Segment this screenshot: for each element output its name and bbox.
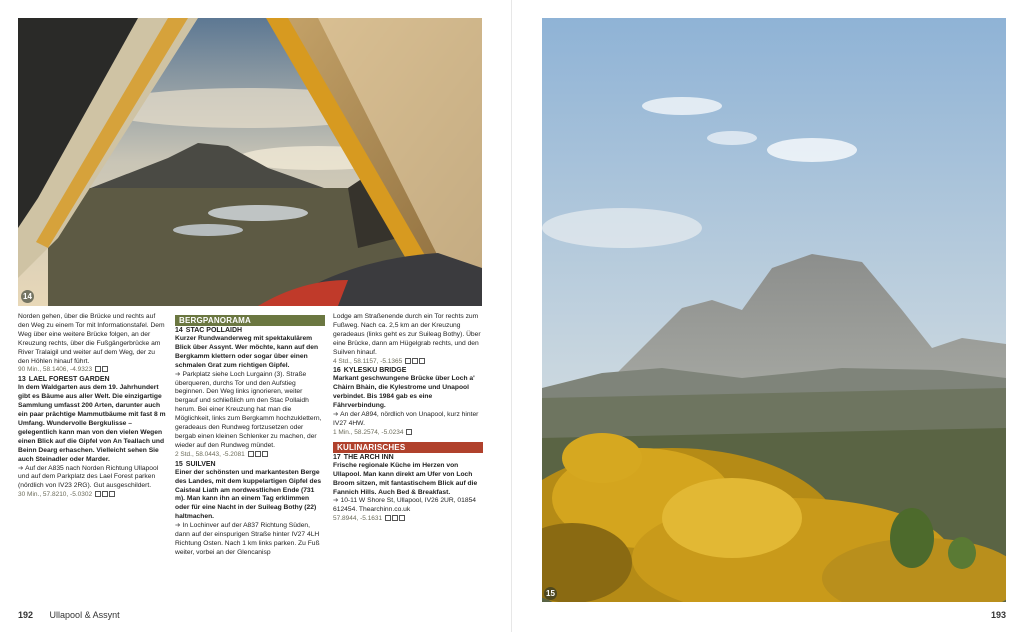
walk-icon bbox=[95, 491, 101, 497]
text-column-2 bbox=[175, 315, 325, 558]
photo-number-badge: 15 bbox=[544, 587, 557, 600]
route-icon bbox=[102, 366, 108, 372]
entry-heading: 14 STAC POLLAIDH bbox=[175, 327, 243, 334]
tree-icon bbox=[102, 491, 108, 497]
walk-icon bbox=[95, 366, 101, 372]
continued-paragraph: Norden gehen, über die Brücke und rechts auf den Weg zu einem Tor mit Informationstafel. Dem Weg über eine weitere Brücke folgen, an der Kreuzung rechts, über die Fußgängerbrücke am River Tralaigil und weiter auf dem Weg, der zu den Höhlen hinauf führt. bbox=[18, 313, 165, 365]
entry-meta: 2 Std., 58.0443, -5.2081 bbox=[175, 451, 325, 460]
entry-meta: 90 Min., 58.1406, -4.9323 bbox=[18, 366, 166, 375]
page-number: 192 bbox=[18, 610, 34, 620]
arrow-icon: ➔ bbox=[175, 370, 181, 378]
page-footer bbox=[18, 610, 120, 620]
right-page bbox=[512, 0, 1024, 632]
entry-directions: ➔ Auf der A835 nach Norden Richtung Ullapool und auf dem Parkplatz des Lael Forest parken (nördlich von IV23 2RG). Gut ausgeschildert. bbox=[18, 464, 159, 490]
arrow-icon: ➔ bbox=[333, 497, 339, 505]
entry-heading: 16 KYLESKU BRIDGE bbox=[333, 367, 407, 375]
chapter-title: Ullapool & Assynt bbox=[49, 610, 120, 620]
entry-directions: ➔ An der A894, nördlich von Unapool, kurz hinter IV27 4HW. bbox=[333, 411, 479, 427]
entry-description: Markant geschwungene Brücke über Loch a' Chàirn Bhàin, die Kylestrome und Unapool verbindet. Bis 1984 gab es eine Fährverbindung. bbox=[333, 375, 475, 410]
entry-description: In dem Waldgarten aus dem 19. Jahrhundert gibt es Bäume aus aller Welt. Die einzigartige Sammlung umfasst 200 Arten, darunter auch ein paar prächtige Mammutbäume mit fast 8 m Umfang. Wundervolle Bergkulisse – gelegentlich kann man von den vielen Wegen einen Blick auf die Gipfel von An Teallach und Beinn Dearg erhaschen. Vielleicht sehen Sie auch Steinadler oder Marder. bbox=[18, 384, 166, 463]
entry-description: Einer der schönsten und markantesten Berge des Landes, mit dem kuppelartigen Gipfel des Caisteal Liath am nordwestlichen Ende (731 m). Man kann ihn an einem Tag erklimmen oder für eine Nacht in der Suileag Bothy (22) haltmachen. bbox=[175, 468, 322, 521]
drink-icon bbox=[399, 515, 405, 521]
arrow-icon: ➔ bbox=[18, 464, 24, 472]
section-header-kulinarisches: KULINARISCHES bbox=[333, 442, 483, 453]
entry-heading: 13 LAEL FOREST GARDEN bbox=[18, 376, 110, 384]
arrow-icon: ➔ bbox=[175, 522, 181, 530]
continued-paragraph: Lodge am Straßenende durch ein Tor rechts zum Fußweg. Nach ca. 2,5 km an der Kreuzung geradeaus (links geht es zur Suileag Bothy). Über eine Brücke, dann am Hügelgrab rechts, und den Suilven hinauf. bbox=[333, 313, 481, 356]
entry-directions: ➔ In Lochinver auf der A837 Richtung Süden, dann auf der einspurigen Straße hinter IV27 4LH Richtung Osten. Nach 1 km links parken. Zu Fuß weiter, vorbei an der Glencanisp bbox=[175, 522, 320, 556]
camera-icon bbox=[262, 451, 268, 457]
walk-icon bbox=[248, 451, 254, 457]
section-header-bergpanorama: BERGPANORAMA bbox=[175, 315, 325, 326]
bed-icon bbox=[385, 515, 391, 521]
hut-icon bbox=[419, 358, 425, 364]
page-number: 193 bbox=[990, 610, 1006, 620]
entry-meta: 30 Min., 57.8210, -5.0302 bbox=[18, 491, 166, 500]
tent-view-photo bbox=[18, 18, 482, 306]
entry-directions: ➔ 10-11 W Shore St, Ullapool, IV26 2UR, 01854 612454. Thearchinn.co.uk bbox=[333, 497, 477, 514]
text-column-3 bbox=[333, 313, 483, 524]
entry-meta: 1 Min., 58.2574, -5.0234 bbox=[333, 429, 483, 438]
mountain-icon bbox=[412, 358, 418, 364]
photo-number-badge: 14 bbox=[21, 290, 34, 303]
entry-meta: 4 Std., 58.1157, -5.1365 bbox=[333, 358, 483, 367]
camera-icon bbox=[406, 429, 412, 435]
entry-meta: 57.8944, -5.1631 bbox=[333, 515, 483, 524]
parking-icon bbox=[109, 491, 115, 497]
entry-description: Frische regionale Küche im Herzen von Ullapool. Man kann direkt am Ufer von Loch Broom sitzen, mit fantastischem Blick auf die Fannich Hills. Auch Bed & Breakfast. bbox=[333, 461, 478, 496]
entry-description: Kurzer Rundwanderweg mit spektakulärem Blick über Assynt. Wer möchte, kann auf den Bergkamm klettern oder sogar über einen schmalen Grat zum richtigen Gipfel. bbox=[175, 335, 319, 369]
text-column-1 bbox=[18, 313, 166, 500]
walk-icon bbox=[405, 358, 411, 364]
entry-heading: 17 THE ARCH INN bbox=[333, 453, 394, 461]
mountain-icon bbox=[255, 451, 261, 457]
suilven-mountain-photo bbox=[542, 18, 1006, 602]
food-icon bbox=[392, 515, 398, 521]
arrow-icon: ➔ bbox=[333, 411, 339, 419]
entry-directions: ➔ Parkplatz siehe Loch Lurgainn (3). Straße überqueren, durchs Tor und den Aufstieg beginnen. Den Weg links ignorieren, weiter bergauf und schließlich um den Stac Pollaidh herum. Bei einer Kreuzung hat man die Möglichkeit, links zum Bergkamm hochzuklettern, geradeaus den Rundweg fortzusetzen oder bergab einen kleinen Schlenker zu machen, der wieder auf den Rundweg mündet. bbox=[175, 370, 322, 449]
entry-heading: 15 SUILVEN bbox=[175, 460, 216, 468]
